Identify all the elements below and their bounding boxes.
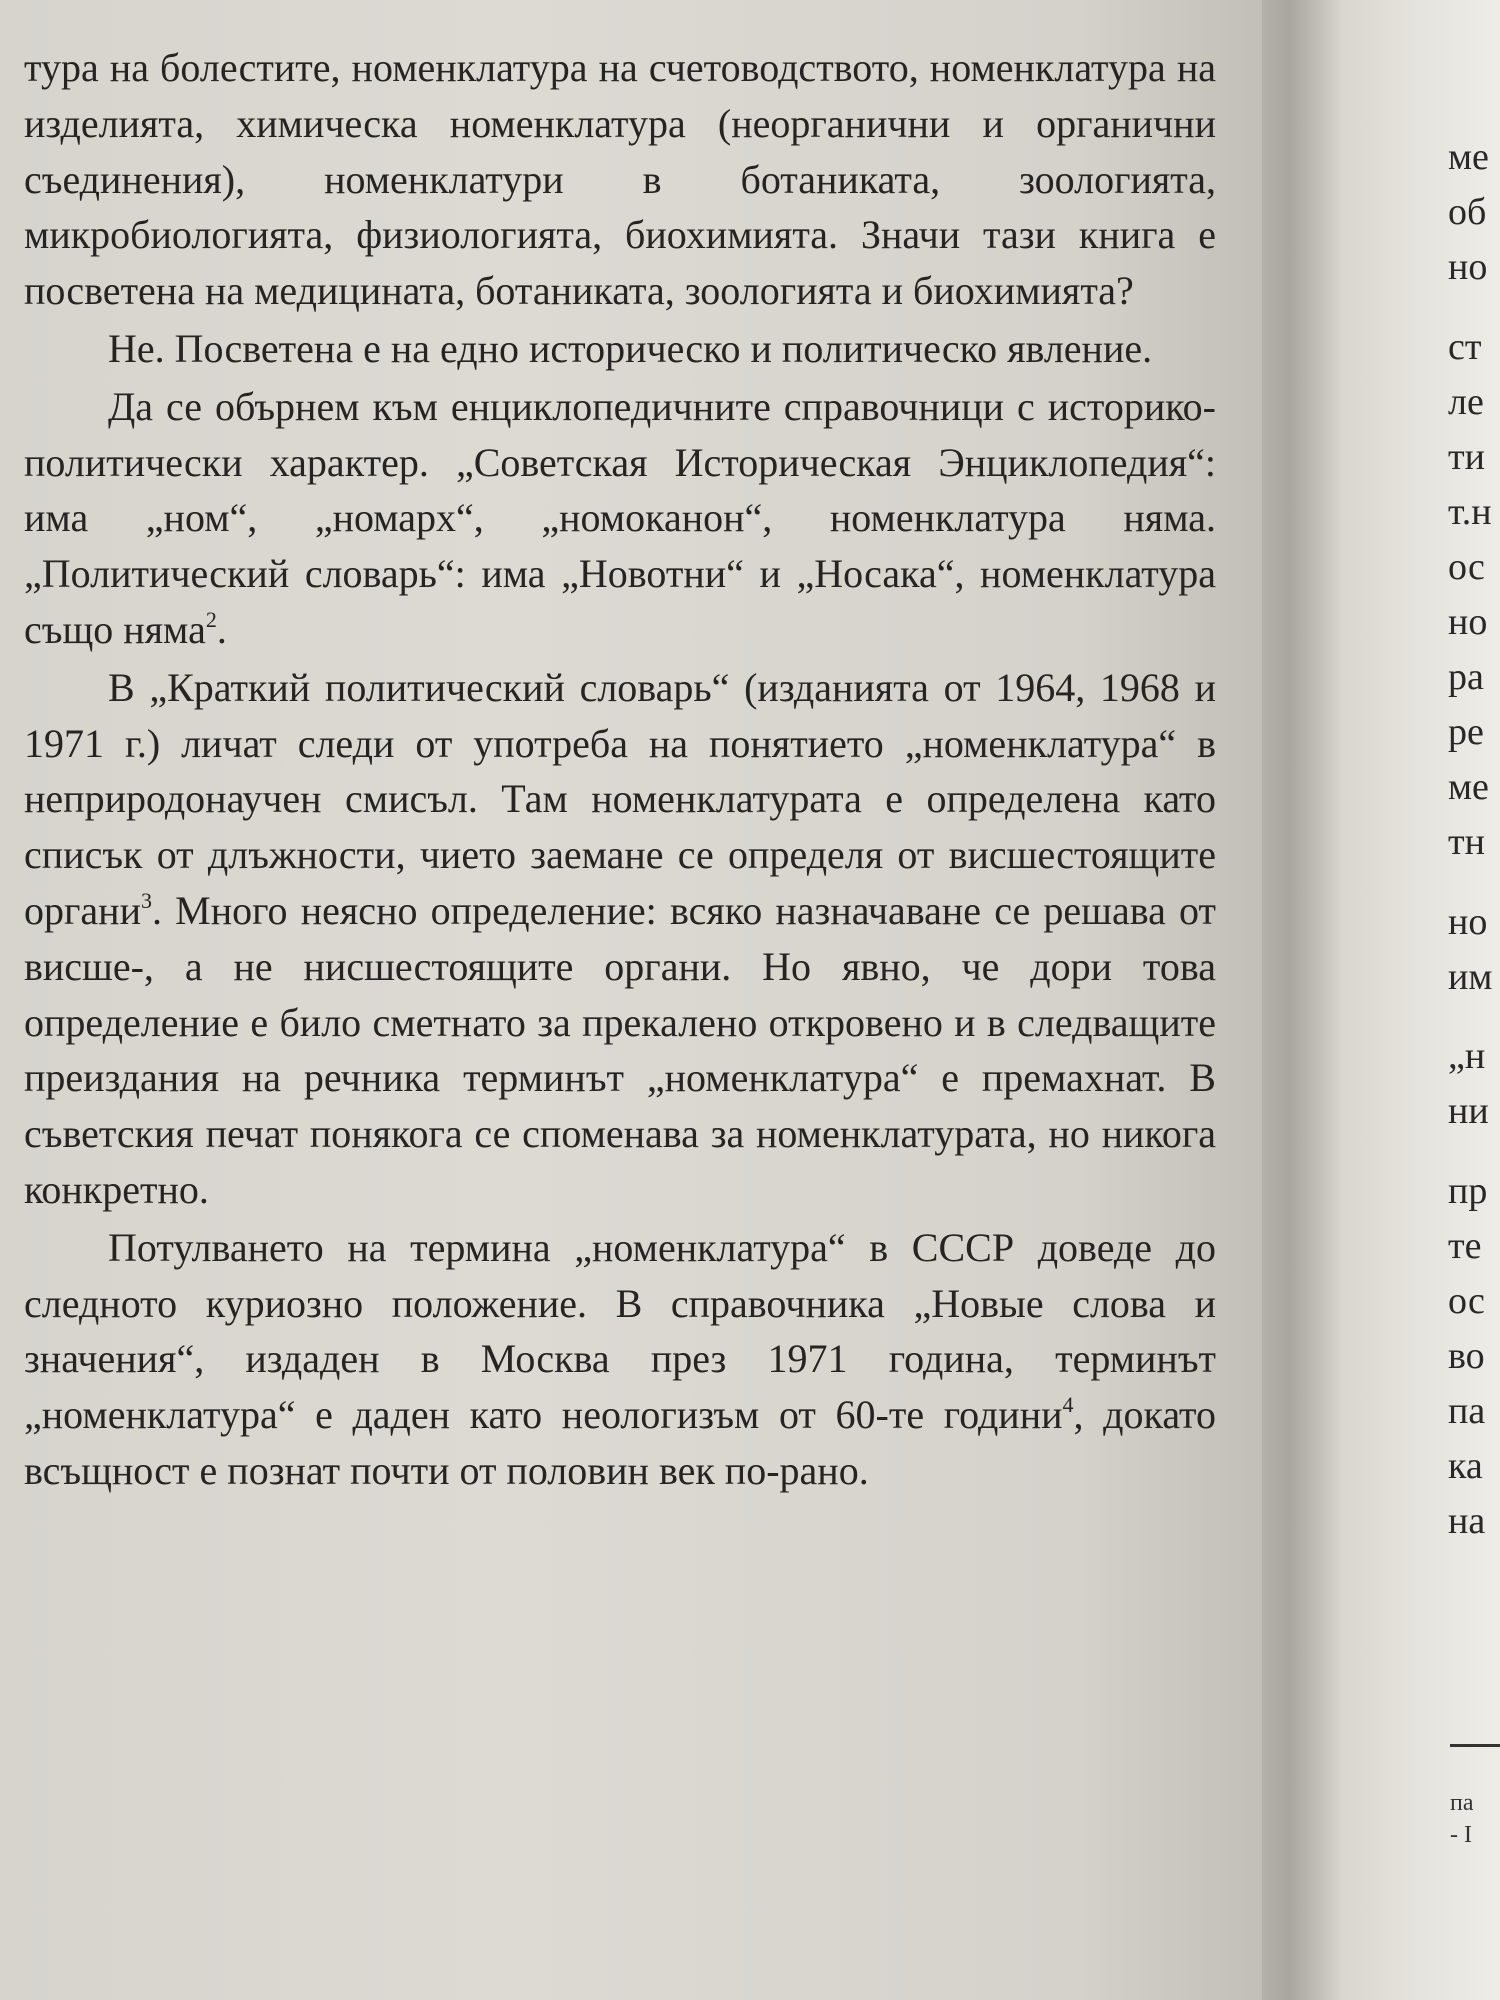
paragraph-2: Не. Посветена е на едно историческо и политическо явление. [108,325,1153,371]
paragraph-4: В „Краткий политический словарь“ (изданията от 1964, 1968 и 1971 г.) личат следи от употреба на понятието „номенклатура“ в неприродонаучен смисъл. Там номенклатурата е определена като списък от длъжности, чието заемане се определя от висшестоящите органи$^3$. Много неясно определение: всяко назначаване се решава от висше-, а не нисшестоящите органи. Но явно, че дори това определение е било сметнато за прекалено откровено и в следващите преиздания на речника терминът „номенклатура“ е премахнат. В съветския печат понякога се споменава за номенклатурата, но никога конкретно. [24,664,1216,1212]
right-page-line-fragment: ка [1448,1445,1483,1487]
body-text [24,40,1216,1499]
right-page-line-fragment: ра [1448,655,1484,698]
book-gutter [1262,0,1340,2000]
right-page-line-fragment: ос [1448,545,1485,588]
right-page-line-fragment: но [1448,600,1488,643]
footnote-fragment: па [1450,1790,1474,1816]
right-page-line-fragment: но [1448,246,1488,288]
right-page-line-fragment: ме [1448,765,1489,808]
right-page-line-fragment: те [1448,1225,1482,1267]
right-page-line-fragment: ле [1448,380,1484,423]
right-page-line-fragment: т.н [1448,490,1492,533]
paragraph-1: тура на болестите, номенклатура на счетоводството, номенклатура на изделията, химическа номенклатура (неорганични и органични съединения), номенклатури в ботаниката, зоологията, микробиологията, физиологията, биохимията. Значи тази книга е посветена на медицината, ботаниката, зоологията и биохимията? [24,45,1216,314]
paragraph-5: Потулването на термина „номенклатура“ в СССР доведе до следното куриозно положение. В справочника „Новые слова и значения“, издаден в Москва през 1971 година, терминът „номенклатура“ е даден като неологизъм от 60-те години$^4$, докато всъщност е познат почти от половин век по-рано. [24,1224,1217,1493]
right-page-line-fragment: ти [1448,435,1485,478]
right-page [1340,0,1500,2000]
right-page-line-fragment: ст [1448,325,1482,368]
right-page-line-fragment: им [1448,955,1493,998]
right-page-line-fragment: на [1448,1500,1486,1542]
right-page-line-fragment: па [1448,1390,1486,1432]
right-page-line-fragment: „н [1448,1035,1486,1078]
paragraph-3: Да се обърнем към енциклопедичните справочници с историко-политически характер. „Советская Историческая Энциклопедия“: има „ном“, „номарх“, „номоканон“, номенклатура няма. „Политический словарь“: има „Новотни“ и „Носака“, номенклатура също няма$^2$. [24,383,1216,652]
right-page-line-fragment: ос [1448,1280,1485,1322]
right-page-line-fragment: во [1448,1335,1485,1377]
right-page-line-fragment: ни [1448,1090,1489,1133]
footnote-ref-4: 4 [1062,1392,1074,1418]
right-page-line-fragment: ме [1448,136,1489,178]
footnote-ref-2: 2 [205,606,217,632]
right-page-line-fragment: пр [1448,1170,1488,1212]
footnote-ref-3: 3 [140,887,152,913]
footnote-fragment: - І [1450,1822,1472,1848]
right-page-line-fragment: но [1448,900,1488,943]
right-page-line-fragment: об [1448,191,1487,233]
right-page-line-fragment: ре [1448,710,1484,753]
right-page-line-fragment: тн [1448,820,1485,863]
footnote-rule [1450,1744,1500,1747]
